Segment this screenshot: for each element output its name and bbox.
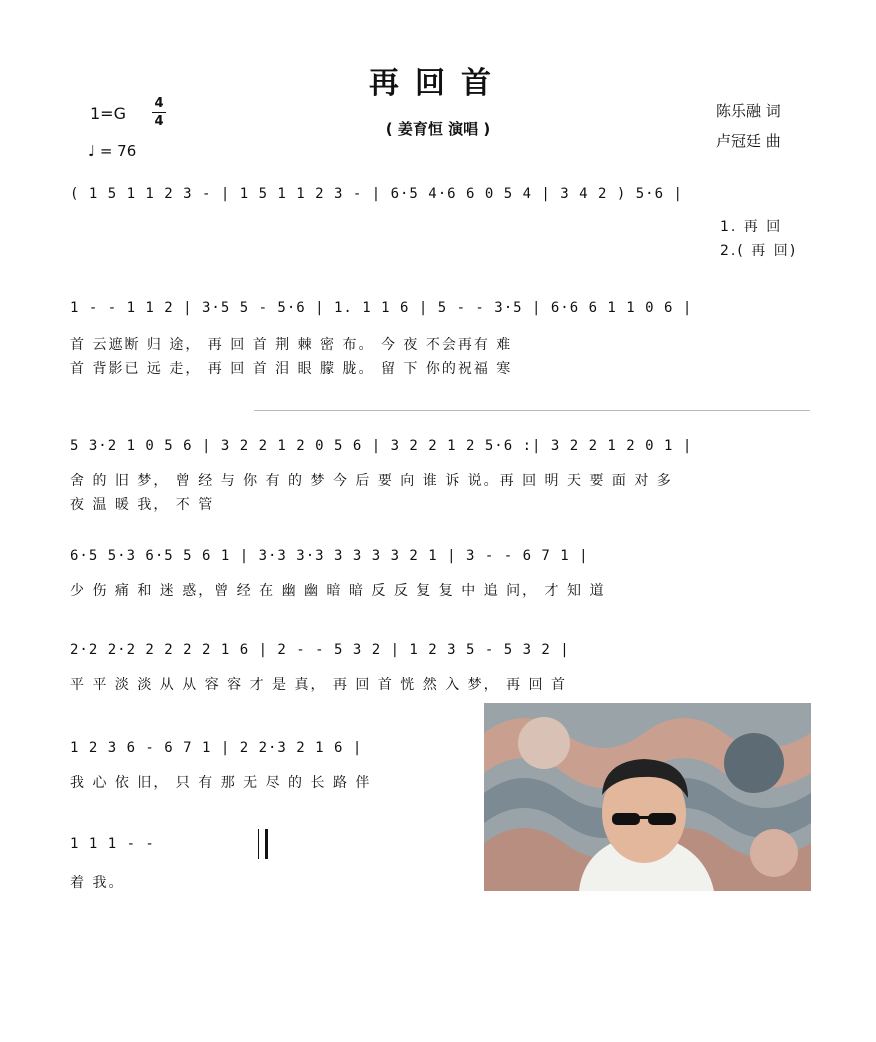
notation-row-4: 6·5 5·3 6·5 5 6 1 | 3·3 3·3 3 3 3 3 2 1 | 3 - - 6 7 1 | (70, 548, 589, 564)
tempo-marking: ♩ = 76 (88, 142, 137, 160)
lyric-row-6: 我 心 依 旧， 只 有 那 无 尽 的 长 路 伴 (70, 775, 372, 791)
time-signature (152, 96, 166, 129)
time-signature-divider (152, 112, 166, 113)
composer-credit: 卢冠廷 曲 (716, 132, 781, 150)
lyric-row-5: 平 平 淡 淡 从 从 容 容 才 是 真， 再 回 首 恍 然 入 梦， 再 回 首 (70, 677, 568, 693)
notation-row-7: 1 1 1 - - (70, 836, 155, 852)
singer-photo (484, 703, 811, 891)
volta-bracket (254, 410, 810, 411)
song-title: 再回首 (369, 66, 507, 101)
notation-row-3: 5 3·2 1 0 5 6 | 3 2 2 1 2 0 5 6 | 3 2 2 1 2 5·6 :| 3 2 2 1 2 0 1 | (70, 438, 693, 454)
lyric-row-4: 少 伤 痛 和 迷 惑，曾 经 在 幽 幽 暗 暗 反 反 复 复 中 追 问， 才 知 道 (70, 583, 606, 599)
lyric-row-1-verse-1: 1. 再 回 (720, 219, 783, 235)
lyric-row-2-verse-2: 首 背影已 远 走， 再 回 首 泪 眼 朦 胧。 留 下 你的祝福 寒 (70, 361, 513, 377)
lyric-row-2-verse-1: 首 云遮断 归 途， 再 回 首 荆 棘 密 布。 今 夜 不会再有 难 (70, 337, 513, 353)
lyricist-credit: 陈乐融 词 (716, 102, 781, 120)
singer-credit: ( 姜育恒 演唱 ) (385, 120, 491, 138)
notation-row-5: 2·2 2·2 2 2 2 2 1 6 | 2 - - 5 3 2 | 1 2 3 5 - 5 3 2 | (70, 642, 570, 658)
notation-row-6: 1 2 3 6 - 6 7 1 | 2 2·3 2 1 6 | (70, 740, 363, 756)
time-signature-bottom: 4 (154, 114, 164, 129)
key-signature: 1=G (90, 104, 126, 123)
final-barline (258, 829, 268, 859)
notation-row-2: 1 - - 1 1 2 | 3·5 5 - 5·6 | 1. 1 1 6 | 5 - - 3·5 | 6·6 6 1 1 0 6 | (70, 300, 693, 316)
lyric-row-7: 着 我。 (70, 875, 125, 891)
lyric-row-1-verse-2: 2.( 再 回) (720, 243, 798, 259)
lyric-row-3-verse-2: 夜 温 暖 我， 不 管 (70, 497, 215, 513)
notation-row-1: ( 1 5 1 1 2 3 - | 1 5 1 1 2 3 - | 6·5 4·6 6 0 5 4 | 3 4 2 ) 5·6 | (70, 186, 683, 202)
time-signature-top: 4 (154, 96, 164, 111)
lyric-row-3-verse-1: 舍 的 旧 梦， 曾 经 与 你 有 的 梦 今 后 要 向 谁 诉 说。再 回 明 天 要 面 对 多 (70, 473, 673, 489)
